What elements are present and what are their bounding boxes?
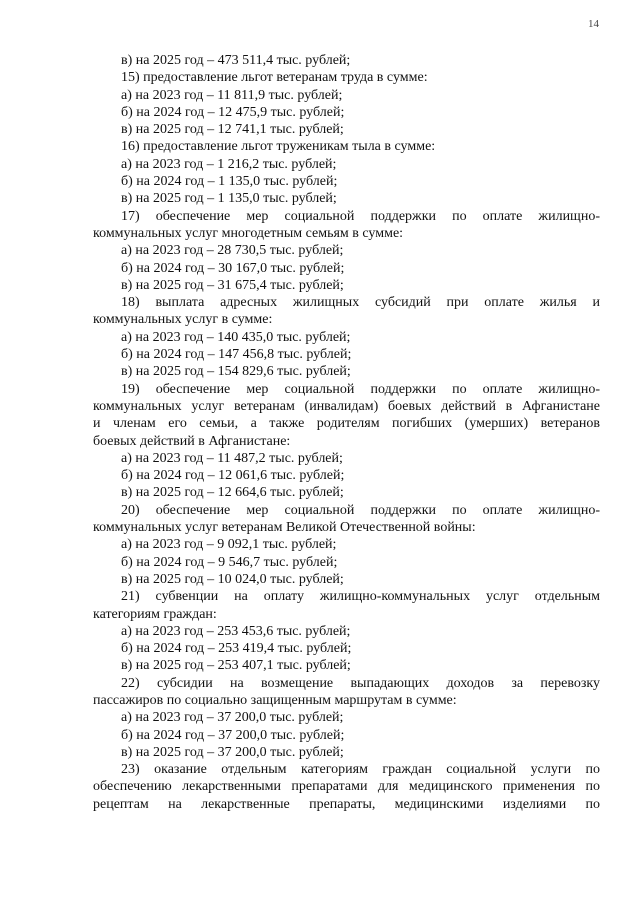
text-line: 17) обеспечение мер социальной поддержки по оплате жилищно- — [121, 208, 600, 224]
page-number: 14 — [588, 18, 599, 30]
text-line: в) на 2025 год – 154 829,6 тыс. рублей; — [121, 364, 351, 380]
text-line: в) на 2025 год – 12 664,6 тыс. рублей; — [121, 485, 344, 501]
text-line: и членам его семьи, а также родителям погибших (умерших) ветеранов — [93, 416, 600, 432]
text-line: в) на 2025 год – 253 407,1 тыс. рублей; — [121, 658, 351, 674]
text-line: б) на 2024 год – 147 456,8 тыс. рублей; — [121, 347, 352, 363]
text-line: коммунальных услуг ветеранам Великой Отечественной войны: — [93, 520, 476, 536]
text-line: 19) обеспечение мер социальной поддержки по оплате жилищно- — [121, 381, 600, 397]
text-line: а) на 2023 год – 9 092,1 тыс. рублей; — [121, 537, 337, 553]
text-line: б) на 2024 год – 37 200,0 тыс. рублей; — [121, 727, 345, 743]
text-line: 18) выплата адресных жилищных субсидий при оплате жилья и — [121, 295, 600, 311]
text-line: а) на 2023 год – 253 453,6 тыс. рублей; — [121, 623, 351, 639]
text-line: а) на 2023 год – 1 216,2 тыс. рублей; — [121, 156, 337, 172]
text-line: б) на 2024 год – 30 167,0 тыс. рублей; — [121, 260, 345, 276]
text-line: категориям граждан: — [93, 606, 217, 622]
text-line: коммунальных услуг в сумме: — [93, 312, 273, 328]
text-line: в) на 2025 год – 12 741,1 тыс. рублей; — [121, 122, 344, 138]
text-line: а) на 2023 год – 11 487,2 тыс. рублей; — [121, 450, 343, 466]
text-line: коммунальных услуг многодетным семьям в сумме: — [93, 225, 404, 241]
text-line: а) на 2023 год – 11 811,9 тыс. рублей; — [121, 87, 343, 103]
text-line: б) на 2024 год – 12 061,6 тыс. рублей; — [121, 468, 345, 484]
text-line: а) на 2023 год – 28 730,5 тыс. рублей; — [121, 243, 344, 259]
text-line: коммунальных услуг ветеранам (инвалидам) боевых действий в Афганистане — [93, 398, 600, 414]
document-body — [93, 52, 600, 813]
text-line: в) на 2025 год – 37 200,0 тыс. рублей; — [121, 744, 344, 760]
text-line: обеспечению лекарственными препаратами для медицинского применения по — [93, 779, 600, 795]
text-line: в) на 2025 год – 473 511,4 тыс. рублей; — [121, 53, 351, 68]
text-line: в) на 2025 год – 1 135,0 тыс. рублей; — [121, 191, 337, 207]
text-line: рецептам на лекарственные препараты, медицинскими изделиями по — [93, 796, 600, 812]
text-line: 20) обеспечение мер социальной поддержки по оплате жилищно- — [121, 502, 600, 518]
text-line: б) на 2024 год – 9 546,7 тыс. рублей; — [121, 554, 338, 570]
text-line: б) на 2024 год – 253 419,4 тыс. рублей; — [121, 641, 352, 657]
text-line: 22) субсидии на возмещение выпадающих доходов за перевозку — [121, 675, 600, 691]
text-line: б) на 2024 год – 12 475,9 тыс. рублей; — [121, 104, 345, 120]
text-line: 21) субвенции на оплату жилищно-коммунальных услуг отдельным — [121, 589, 600, 605]
text-line: пассажиров по социально защищенным маршрутам в сумме: — [93, 692, 457, 708]
text-line: 16) предоставление льгот труженикам тыла в сумме: — [121, 139, 436, 155]
text-line: боевых действий в Афганистане: — [93, 433, 291, 449]
text-line: а) на 2023 год – 37 200,0 тыс. рублей; — [121, 710, 344, 726]
text-line: в) на 2025 год – 10 024,0 тыс. рублей; — [121, 571, 344, 587]
text-line: б) на 2024 год – 1 135,0 тыс. рублей; — [121, 174, 338, 190]
text-line: 23) оказание отдельным категориям граждан социальной услуги по — [121, 762, 600, 778]
text-line: в) на 2025 год – 31 675,4 тыс. рублей; — [121, 277, 344, 293]
text-line: 15) предоставление льгот ветеранам труда в сумме: — [121, 70, 428, 86]
text-line: а) на 2023 год – 140 435,0 тыс. рублей; — [121, 329, 351, 345]
